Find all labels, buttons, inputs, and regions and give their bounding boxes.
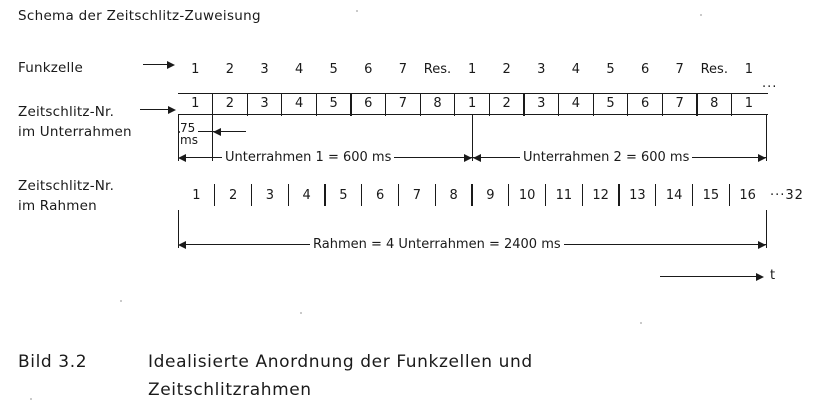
funkzelle-numbers-cell: 5 <box>329 62 338 77</box>
scan-speck <box>120 300 122 302</box>
rahmen-cell: 3 <box>265 188 275 203</box>
scan-speck <box>356 10 358 12</box>
rahmen-cell-divider <box>471 184 472 206</box>
rahmen-cell-divider <box>251 184 252 206</box>
funkzelle-numbers-cell: 4 <box>571 62 581 77</box>
subframe-right-tick <box>766 115 767 161</box>
label-funkzelle: Funkzelle <box>18 60 83 76</box>
rahmen-cell: 15 <box>702 188 720 203</box>
scan-speck <box>30 398 32 400</box>
rahmen-cell: 7 <box>412 188 422 203</box>
rahmen-cell-divider <box>545 184 546 206</box>
funkzelle-numbers-cell: Res. <box>423 62 452 77</box>
funkzelle-numbers-cell: 2 <box>225 62 235 77</box>
rahmen-cell: 8 <box>449 188 458 203</box>
figure-caption-line1: Idealisierte Anordnung der Funkzellen und <box>148 352 533 372</box>
funkzelle-numbers-cell: 6 <box>640 62 650 77</box>
rahmen-cell-divider <box>508 184 509 206</box>
rahmen-cell: 5 <box>339 188 348 203</box>
unterrahmen-numbers-cell: 1 <box>191 96 200 111</box>
unterrahmen-numbers-cell: 4 <box>571 96 581 111</box>
pointer-arrow-unterrahmen <box>168 106 176 114</box>
rahmen-cell-divider <box>324 184 325 206</box>
unterrahmen-numbers-cell: 1 <box>744 96 754 111</box>
unterrahmen-numbers-cell: 8 <box>433 96 442 111</box>
subframe2-arrow-right <box>758 154 766 162</box>
figure-number: Bild 3.2 <box>18 352 88 372</box>
unterrahmen-numbers-cell: 6 <box>640 96 650 111</box>
funkzelle-numbers-cell: 6 <box>364 62 373 77</box>
label-zeitschlitz-nr-unterrahmen-line1: Zeitschlitz-Nr. <box>18 104 115 120</box>
unterrahmen-numbers-cell: 3 <box>537 96 546 111</box>
frame-label: Rahmen = 4 Unterrahmen = 2400 ms <box>310 237 564 252</box>
rahmen-cell: 16 <box>739 188 756 203</box>
funkzelle-numbers-cell: Res. <box>700 62 728 77</box>
rahmen-cell: 10 <box>518 188 536 203</box>
scan-speck <box>700 14 702 16</box>
unterrahmen-numbers-cell: 5 <box>606 96 615 111</box>
pointer-arrow-funkzelle <box>167 61 175 69</box>
rahmen-cell: 6 <box>375 188 385 203</box>
page-title: Schema der Zeitschlitz-Zuweisung <box>18 8 261 24</box>
label-zeitschlitz-nr-unterrahmen-line2: im Unterrahmen <box>18 124 132 140</box>
unterrahmen-numbers-cell: 1 <box>467 96 477 111</box>
rahmen-cell: 4 <box>302 188 311 203</box>
rahmen-cell-divider <box>361 184 362 206</box>
figure-caption-line2: Zeitschlitzrahmen <box>148 380 312 400</box>
rahmen-cell-divider <box>729 184 730 206</box>
unterrahmen-numbers-cell: 2 <box>225 96 235 111</box>
funkzelle-numbers-cell: 3 <box>260 62 269 77</box>
subframe2-arrow-left <box>473 154 481 162</box>
scan-speck <box>640 322 642 324</box>
unterrahmen-numbers-cell: 6 <box>364 96 373 111</box>
unterrahmen-numbers-cell: 7 <box>675 96 684 111</box>
funkzelle-numbers-cell: 5 <box>606 62 615 77</box>
scan-speck <box>300 312 302 314</box>
rahmen-cell-divider <box>618 184 619 206</box>
subframe2-label: Unterrahmen 2 = 600 ms <box>520 150 692 165</box>
unterrahmen-numbers-cell: 3 <box>260 96 269 111</box>
rahmen-cell-divider <box>692 184 693 206</box>
label-zeitschlitz-nr-rahmen-line1: Zeitschlitz-Nr. <box>18 178 115 194</box>
rahmen-cell-divider <box>398 184 399 206</box>
funkzelle-numbers-cell: 1 <box>467 62 477 77</box>
rahmen-cell: 14 <box>665 188 683 203</box>
funkzelle-numbers-cell: 2 <box>502 62 511 77</box>
rahmen-cell: 1 <box>192 188 201 203</box>
subframe1-arrow-right <box>464 154 472 162</box>
rahmen-cell-divider <box>435 184 436 206</box>
slot-duration-label <box>180 122 198 146</box>
rahmen-cell: 2 <box>228 188 238 203</box>
funkzelle-numbers-cell: 1 <box>191 62 200 77</box>
funkzelle-numbers-cell: 4 <box>294 62 304 77</box>
pointer-line-funkzelle <box>143 64 169 65</box>
time-axis-line <box>660 276 760 277</box>
frame-arrow-right <box>758 241 766 249</box>
rahmen-cell-divider <box>214 184 215 206</box>
funkzelle-numbers-cell: 7 <box>675 62 684 77</box>
rahmen-cell: 13 <box>629 188 646 203</box>
frame-arrow-left <box>178 241 186 249</box>
unterrahmen-numbers-cell: 5 <box>329 96 338 111</box>
frame-right-tick <box>766 210 767 248</box>
rahmen-cell-divider <box>655 184 656 206</box>
unterrahmen-numbers-cell: 8 <box>710 96 719 111</box>
funkzelle-numbers-cell: 1 <box>744 62 754 77</box>
funkzelle-numbers-cell: 3 <box>537 62 546 77</box>
time-axis-label: t <box>770 268 776 283</box>
rahmen-trailing-dots: ···32 <box>770 188 804 203</box>
label-zeitschlitz-nr-rahmen-line2: im Rahmen <box>18 198 97 214</box>
unterrahmen-numbers-cell: 2 <box>502 96 511 111</box>
slot-duration-unit: ms <box>180 133 198 147</box>
funkzelle-numbers-cell: 7 <box>398 62 408 77</box>
slot-duration-value: 75 <box>180 121 196 135</box>
unterrahmen-numbers-cell: 7 <box>398 96 408 111</box>
rahmen-cell: 12 <box>592 188 609 203</box>
unterrahmen-numbers-cell: 4 <box>294 96 304 111</box>
pointer-line-unterrahmen <box>140 109 170 110</box>
rahmen-cell: 11 <box>555 188 573 203</box>
time-axis-arrow <box>756 273 764 281</box>
slot-duration-arrow-inner <box>213 128 221 136</box>
slot-tick-right <box>212 115 213 161</box>
subframe1-label: Unterrahmen 1 = 600 ms <box>222 150 394 165</box>
subframe1-arrow-left <box>178 154 186 162</box>
rahmen-cell: 9 <box>486 188 495 203</box>
funkzelle-trailing-dots: ... <box>762 76 778 91</box>
rahmen-cell-divider <box>582 184 583 206</box>
rahmen-cell-divider <box>288 184 289 206</box>
